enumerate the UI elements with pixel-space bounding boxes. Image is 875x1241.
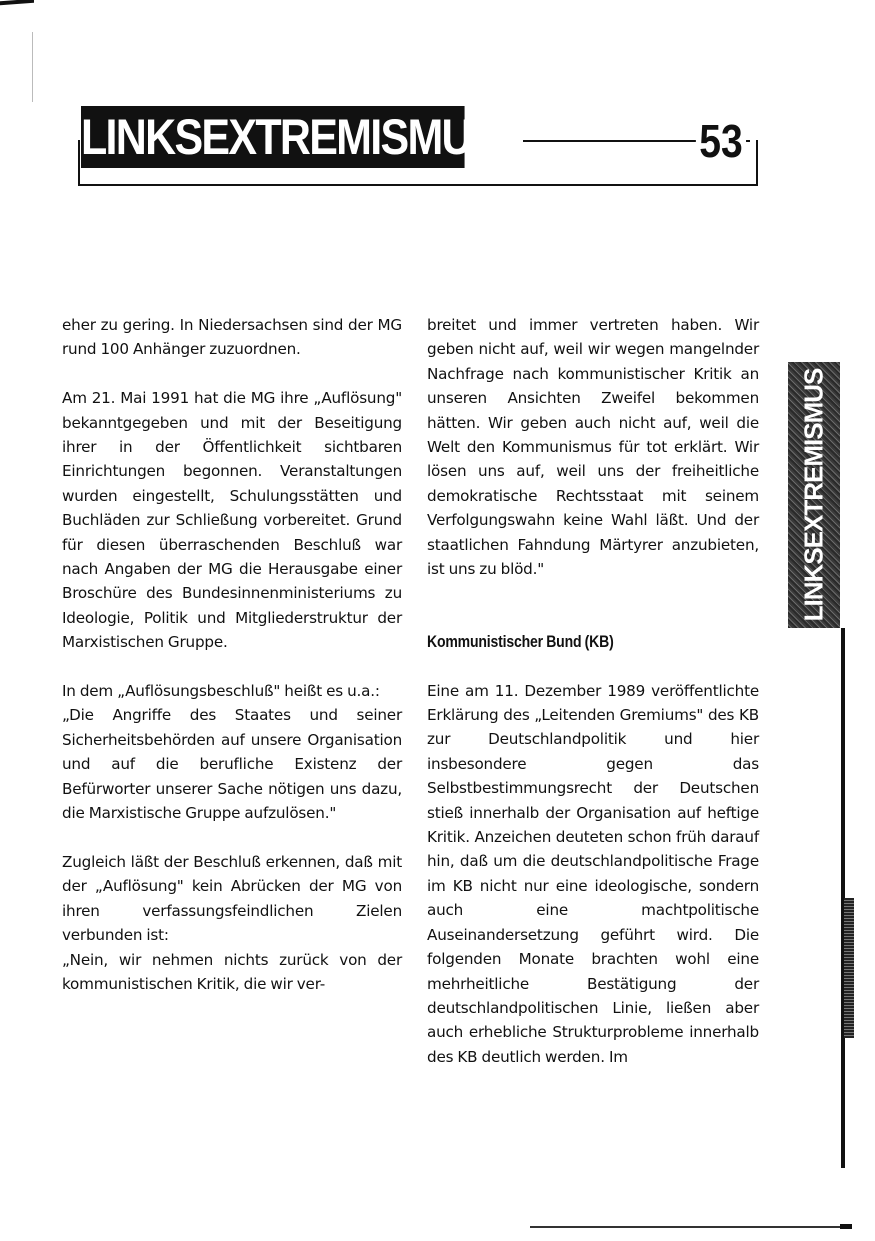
header-rule-left	[78, 140, 80, 186]
quote-paragraph: breitet und immer vertreten haben. Wir geben nicht auf, weil wir wegen mangelnder Nachfrage nach kommunistischer Kritik an unseren Ansichten Zweifel bekommen hätten. Wir geben auch nicht auf, weil die Welt den Kommunismus für tot erklärt. Wir lösen uns auf, weil uns der freiheitliche demokratische Rechtsstaat mit seinem Verfolgungswahn keine Wahl läßt. Und der staatlichen Fahndung Märtyrer anzubieten, ist uns zu blöd."	[427, 316, 759, 579]
section-title: LINKSEXTREMISMUS	[81, 106, 465, 168]
header-rule-right	[756, 140, 758, 186]
edge-marker	[844, 898, 854, 1038]
paragraph: In dem „Auflösungsbeschluß" heißt es u.a.:	[62, 682, 380, 701]
footer-rule	[530, 1226, 850, 1228]
page-header	[78, 106, 758, 186]
paragraph: Am 21. Mai 1991 hat die MG ihre „Auflösung" bekanntgegeben und mit der Beseitigung ihrer in der Öffentlichkeit sichtbaren Einrichtungen begonnen. Veranstaltungen wurden eingestellt, Schulungsstätten und Buchläden zur Schließung vorbereitet. Grund für diesen überraschenden Beschluß war nach Angaben der MG die Herausgabe einer Broschüre des Bundesinnenministeriums zu Ideologie, Politik und Mitgliederstruktur der Marxistischen Gruppe.	[62, 389, 402, 652]
margin-rule	[32, 32, 33, 102]
right-column	[427, 313, 759, 1069]
paragraph: eher zu gering. In Niedersachsen sind der MG rund 100 Anhänger zuzuordnen.	[62, 316, 402, 359]
left-column	[62, 313, 402, 996]
side-tab	[788, 362, 840, 628]
header-rule-bottom	[78, 184, 758, 186]
footer-rule-end	[840, 1224, 852, 1229]
paragraph: Eine am 11. Dezember 1989 veröffentlichte Erklärung des „Leitenden Gremiums" des KB zur Deutschlandpolitik und hier insbesondere gegen das Selbstbestimmungsrecht der Deutschen stieß innerhalb der Organisation auf heftige Kritik. Anzeichen deuteten schon früh darauf hin, daß um die deutschlandpolitische Frage im KB nicht nur eine ideologische, sondern auch eine machtpolitische Auseinandersetzung geführt wird. Die folgenden Monate brachten wohl eine mehrheitliche Bestätigung der deutschlandpolitischen Linie, ließen aber auch erhebliche Strukturprobleme innerhalb des KB deutlich werden. Im	[427, 681, 759, 1066]
quote-paragraph: „Nein, wir nehmen nichts zurück von der kommunistischen Kritik, die wir ver-	[62, 950, 402, 993]
paragraph: Zugleich läßt der Beschluß erkennen, daß mit der „Auflösung" kein Abrücken der MG von ihren verfassungsfeindlichen Zielen verbunden ist:	[62, 852, 402, 945]
scan-mark	[0, 0, 34, 5]
side-tab-label: LINKSEXTREMISMUS	[798, 368, 829, 622]
section-heading: Kommunistischer Bund (KB)	[427, 633, 614, 652]
page-number: 53	[696, 116, 746, 166]
quote-paragraph: „Die Angriffe des Staates und seiner Sicherheitsbehörden auf unsere Organisation und auf die berufliche Existenz der Befürworter unserer Sache nötigen uns dazu, die Marxistische Gruppe aufzulösen."	[62, 706, 402, 823]
